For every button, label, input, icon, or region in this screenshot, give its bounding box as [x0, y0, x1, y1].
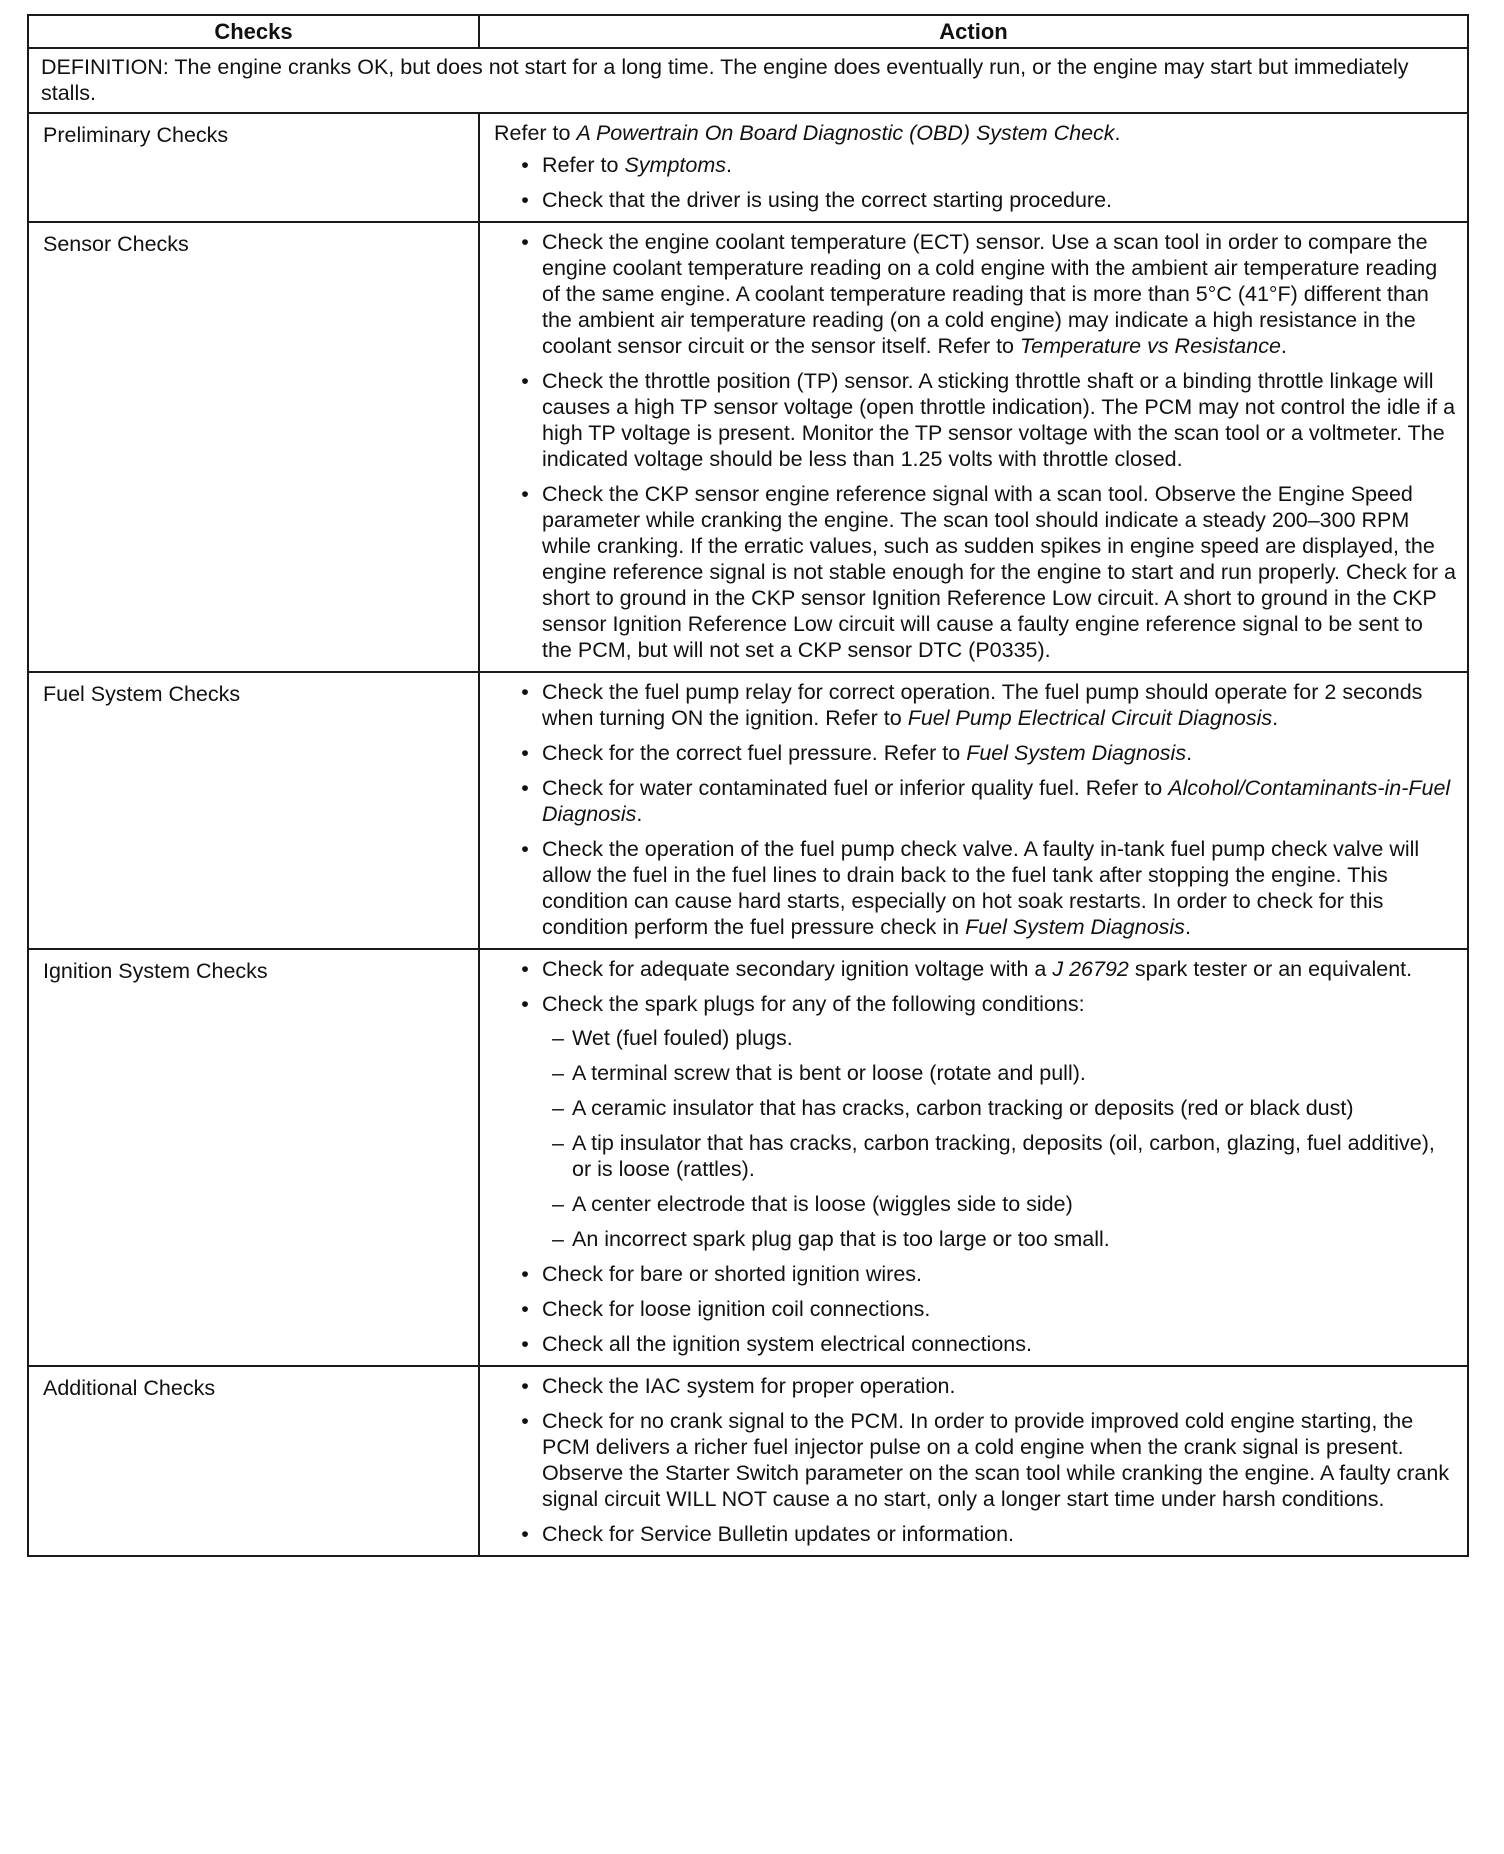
header-checks: Checks — [28, 15, 479, 48]
condition-list — [542, 1025, 1457, 1252]
diagnostic-table-sheet — [27, 14, 1467, 1557]
action-cell — [479, 222, 1468, 672]
bullet-icon: • — [521, 992, 529, 1016]
check-category-label: Additional Checks — [28, 1366, 479, 1556]
action-item — [494, 679, 1457, 731]
action-text: Check for no crank signal to the PCM. In order to provide improved cold engine starting, the PCM delivers a richer fuel injector pulse on a cold engine when the crank signal is present. Observe the Starter Switch parameter on the scan tool while cranking the engine. A faulty crank signal circuit WILL NOT cause a no start, only a longer start time under harsh conditions. — [542, 1409, 1450, 1511]
condition-item — [542, 1025, 1457, 1051]
table-body — [28, 48, 1468, 1556]
reference-link-text: Fuel System Diagnosis — [966, 741, 1187, 765]
action-text: . — [1114, 121, 1121, 145]
action-text: . — [1186, 741, 1193, 765]
reference-link-text: Fuel Pump Electrical Circuit Diagnosis — [907, 706, 1273, 730]
bullet-icon: • — [521, 1297, 529, 1321]
check-category-label: Preliminary Checks — [28, 113, 479, 222]
action-item — [494, 187, 1457, 213]
condition-text: A center electrode that is loose (wiggles side to side) — [572, 1192, 1073, 1216]
action-item — [494, 368, 1457, 472]
reference-link-text: Fuel System Diagnosis — [965, 915, 1185, 939]
action-text: . — [1280, 334, 1287, 358]
action-text: Refer to — [542, 153, 625, 177]
reference-link-text: Symptoms — [624, 153, 727, 177]
action-text: Check the engine coolant temperature (ECT) sensor. Use a scan tool in order to compare the engine coolant temperature reading on a cold engine with the ambient air temperature reading of the same engine. A coolant temperature reading that is more than 5°C (41°F) different than the ambient air temperature reading (on a cold engine) may indicate a high resistance in the coolant sensor circuit or the sensor itself. Refer to — [542, 230, 1438, 358]
bullet-icon: • — [521, 188, 529, 212]
condition-text: A terminal screw that is bent or loose (rotate and pull). — [572, 1061, 1086, 1085]
action-list — [494, 679, 1457, 940]
dash-icon: – — [552, 1061, 564, 1085]
check-row-preliminary-checks — [28, 113, 1468, 222]
action-text: Check that the driver is using the correct starting procedure. — [542, 188, 1113, 212]
bullet-icon: • — [521, 1332, 529, 1356]
action-list — [494, 1373, 1457, 1547]
bullet-icon: • — [521, 1522, 529, 1546]
action-text: Check all the ignition system electrical connections. — [542, 1332, 1032, 1356]
bullet-icon: • — [521, 482, 529, 506]
action-text: Check the throttle position (TP) sensor. A sticking throttle shaft or a binding throttle linkage will causes a high TP sensor voltage (open throttle indication). The PCM may not control the idle if a high TP voltage is present. Monitor the TP sensor voltage with the scan tool or a voltmeter. The indicated voltage should be less than 1.25 volts with throttle closed. — [542, 369, 1456, 471]
action-text: . — [636, 802, 643, 826]
reference-link-text: Temperature vs Resistance — [1020, 334, 1281, 358]
action-list — [494, 229, 1457, 663]
check-row-fuel-system-checks — [28, 672, 1468, 949]
bullet-icon: • — [521, 230, 529, 254]
diagnostic-table — [27, 14, 1469, 1557]
bullet-icon: • — [521, 153, 529, 177]
action-text: . — [1184, 915, 1191, 939]
action-text: Check for loose ignition coil connections. — [542, 1297, 931, 1321]
action-item — [494, 1408, 1457, 1512]
bullet-icon: • — [521, 837, 529, 861]
reference-link-text: Alcohol/Contaminants-in-Fuel Diagnosis — [542, 776, 1451, 826]
action-item — [494, 836, 1457, 940]
action-text: Refer to — [494, 121, 577, 145]
condition-text: A tip insulator that has cracks, carbon tracking, deposits (oil, carbon, glazing, fuel additive), or is loose (rattles). — [572, 1131, 1435, 1181]
condition-item — [542, 1130, 1457, 1182]
dash-icon: – — [552, 1096, 564, 1120]
action-text: . — [726, 153, 732, 177]
check-row-sensor-checks — [28, 222, 1468, 672]
bullet-icon: • — [521, 776, 529, 800]
dash-icon: – — [552, 1227, 564, 1251]
reference-link-text: J 26792 — [1052, 957, 1129, 981]
action-item — [494, 740, 1457, 766]
check-row-additional-checks — [28, 1366, 1468, 1556]
bullet-icon: • — [521, 369, 529, 393]
action-item — [494, 775, 1457, 827]
action-list — [494, 956, 1457, 1357]
condition-text: An incorrect spark plug gap that is too large or too small. — [572, 1227, 1110, 1251]
definition-text: DEFINITION: The engine cranks OK, but does not start for a long time. The engine does eventually run, or the engine may start but immediately stalls. — [28, 48, 1468, 113]
action-item — [494, 1331, 1457, 1357]
bullet-icon: • — [521, 741, 529, 765]
action-cell — [479, 113, 1468, 222]
action-text: Check the IAC system for proper operation. — [542, 1374, 956, 1398]
condition-item — [542, 1226, 1457, 1252]
bullet-icon: • — [521, 1374, 529, 1398]
bullet-icon: • — [521, 1409, 529, 1433]
action-item — [494, 1261, 1457, 1287]
dash-icon: – — [552, 1131, 564, 1155]
check-category-label: Sensor Checks — [28, 222, 479, 672]
action-list — [494, 152, 1457, 213]
check-category-label: Ignition System Checks — [28, 949, 479, 1366]
condition-text: A ceramic insulator that has cracks, carbon tracking or deposits (red or black dust) — [572, 1096, 1354, 1120]
bullet-icon: • — [521, 1262, 529, 1286]
action-text: Check for water contaminated fuel or inferior quality fuel. Refer to — [542, 776, 1169, 800]
header-row — [28, 15, 1468, 48]
action-cell — [479, 1366, 1468, 1556]
action-text: Check the CKP sensor engine reference signal with a scan tool. Observe the Engine Speed parameter while cranking the engine. The scan tool should indicate a steady 200–300 RPM while cranking. If the erratic values, such as sudden spikes in engine speed are displayed, the engine reference signal is not stable enough for the engine to start and run properly. Check for a short to ground in the CKP sensor Ignition Reference Low circuit. A short to ground in the CKP sensor Ignition Reference Low circuit will cause a faulty engine reference signal to be sent to the PCM, but will not set a CKP sensor DTC (P0335). — [542, 482, 1456, 662]
header-action: Action — [479, 15, 1468, 48]
action-text: Check for bare or shorted ignition wires. — [542, 1262, 923, 1286]
bullet-icon: • — [521, 680, 529, 704]
action-item — [494, 152, 1457, 178]
condition-item — [542, 1191, 1457, 1217]
action-item — [494, 1296, 1457, 1322]
check-row-ignition-system-checks — [28, 949, 1468, 1366]
bullet-icon: • — [521, 957, 529, 981]
action-text: Check the operation of the fuel pump check valve. A faulty in-tank fuel pump check valve will allow the fuel in the fuel lines to drain back to the fuel tank after stopping the engine. This condition can cause hard starts, especially on hot soak restarts. In order to check for this condition perform the fuel pressure check in — [542, 837, 1420, 939]
condition-item — [542, 1060, 1457, 1086]
action-cell — [479, 949, 1468, 1366]
dash-icon: – — [552, 1192, 564, 1216]
definition-row — [28, 48, 1468, 113]
action-text: Check the fuel pump relay for correct operation. The fuel pump should operate for 2 seconds when turning ON the ignition. Refer to — [542, 680, 1423, 730]
condition-text: Wet (fuel fouled) plugs. — [572, 1026, 793, 1050]
reference-link-text: A Powertrain On Board Diagnostic (OBD) System Check — [576, 121, 1115, 145]
action-item — [494, 481, 1457, 663]
action-item — [494, 991, 1457, 1252]
action-text: Check for adequate secondary ignition voltage with a — [542, 957, 1053, 981]
action-item — [494, 956, 1457, 982]
action-text: spark tester or an equivalent. — [1128, 957, 1413, 981]
action-text: . — [1272, 706, 1279, 730]
condition-item — [542, 1095, 1457, 1121]
action-text: Check for Service Bulletin updates or information. — [542, 1522, 1015, 1546]
action-item — [494, 1373, 1457, 1399]
action-cell — [479, 672, 1468, 949]
action-item — [494, 1521, 1457, 1547]
check-category-label: Fuel System Checks — [28, 672, 479, 949]
action-lead-text — [494, 120, 1457, 146]
dash-icon: – — [552, 1026, 564, 1050]
action-text: Check the spark plugs for any of the following conditions: — [542, 992, 1085, 1016]
action-item — [494, 229, 1457, 359]
action-text: Check for the correct fuel pressure. Refer to — [542, 741, 967, 765]
